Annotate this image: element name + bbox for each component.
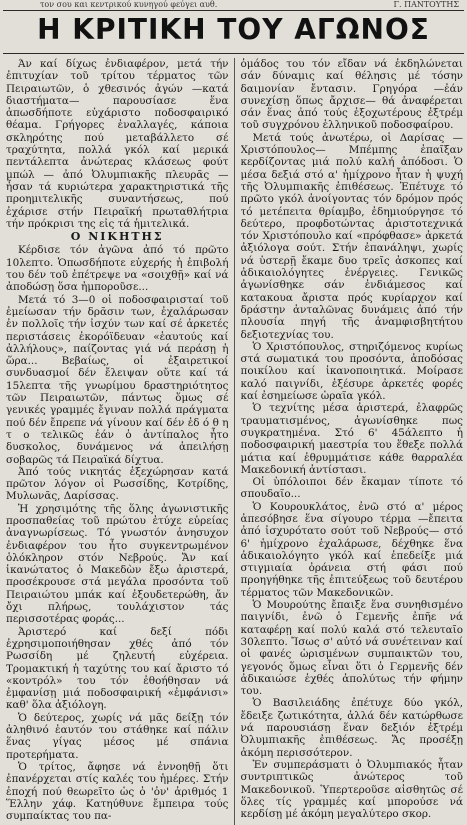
divider-headline xyxy=(3,53,464,54)
paragraph: Ἀριστερό καί δεξί πόδι ἐχρησιμοποιήθησαν χθές ἀπό τόν Ρωσσίδη μέ ζηλευτή εὐχέρεια. Τρομακτική ἡ ταχύτης του καί ἄριστο τό «κοντρόλ» του τόν ἐθοήθησαν νά ἐμφανίσῃ μιά ποδοσφαιρική «ἐμφάνισι» καθ' ὅλα ἀξιόλογη. xyxy=(6,625,229,712)
paragraph: Ὁ Χριστόπουλος, στηριζόμενος κυρίως στά σωματικά του προσόντα, ἀποδόσας ποικίλου καί ἰκανοποιητικά. Μοίρασε καλό παιγνίδι, ἐξέσυρε ἀρκετές φορές καί ἐσημείωσε ὡραῖα γκόλ. xyxy=(240,340,463,403)
divider-top xyxy=(3,10,464,11)
paragraph: Ἡ χρησιμότης τῆς ὅλης ἀγωνιστικῆς προσπαθείας τοῦ πρώτου ἐτύχε εὐρείας ἀναγνωρίσεως. Τό γνωστόν ἀνησυχον ἐνδιαφέρον του ἦτο συγκεντρωμένον ὁλόκληρον στόν Νεβρούς. Ἄν καί ἱκανώτατος ὁ Μακεδὼν ἔξω ἀριστερά, προσέκρουσε στά μεγάλα προσόντα τοῦ Πειραιώτου μπάκ καί ἐξουδετερώθη, ἄν ὄχι πλήρως, τουλάχιστον τάς περισσοτέρας φοράς... xyxy=(6,502,229,626)
headline: Η ΚΡΙΤΙΚΗ ΤΟΥ ΑΓΩΝΟΣ xyxy=(37,13,430,46)
paragraph: Ὁ Μουρούτης ἔπαιξε ἕνα συνηθισμένο παιγνίδι, ἐνῶ ὁ Γεμενῆς ἐπῆε νά καταφέρῃ καί πολύ καλά στό τελευταῖο 30λεπτο. Ἴσως σ' αὐτό νά συνέτειναν καί οἱ φανές ὡρισμένων συμπαικτῶν του, γεγονός ὅμως εἶναι ὅτι ὁ Γερμενῆς δέν ἀδικαιώσε ἐχθές ἀπολύτως τήν φήμην του. xyxy=(240,599,463,698)
paragraph: Κέρδισε τόν ἀγῶνα ἀπό τό πρῶτο 10λεπτο. Ὁπωσδήποτε εὐχερής ἡ ἐπιβολή του δέν τοῦ ἐπέτρεψε να «σοιχθῇ» καί νά ἀποδώσῃ ὅσα ἠμποροῦσε... xyxy=(6,244,229,294)
byline: Γ. ΠΑΝΤΟΥΤΗΣ xyxy=(393,0,459,9)
paragraph: Μετά τό 3—0 οἱ ποδοσφαιρισταί τοῦ ἐμείωσαν τήν δρᾶσιν των, ἐχαλάρωσαν ἐν πολλοῖς τήν ἰσχύν των καί σέ ἀρκετές περιστάσεις ἐκορόϊδευαν «ἑαυτούς καί ἀλλήλους», παίζοντας γιά νά περάσῃ ἡ ὥρα... Βεβαίως, οἱ ἐξαιρετικοί συνδυασμοί δέν ἔλειψαν οὔτε καί τά 15λεπτα τῆς γνωρίμου δραστηριότητος τῶν Πειραιωτῶν, πάντως ὅμως σέ γενικές γραμμές ἔγιναν πολλά πράγματα πού δέν ἔπρεπε νά γίνουν καί δέν ἐδ ό θ η τ ο τελικῶς ἐάν ὁ ἀντίπαλος ἦτο δυσκολος, δυνάμενος νά ἀπειλήσῃ σοβαρῶς τά Πειραϊκά δίχτυα. xyxy=(6,293,229,466)
paragraph: Μετά τούς ἀνωτέρω, οἱ Δαρίσας —Χριστόπουλος— Μπέμπης ἐπαῖξαν κερδίζοντας μιά πολύ καλή ἀπόδοσι. Ὁ μέσα δεξιά στό α' ἡμίχρονο ἦταν ἡ ψυχή τῆς Ὀλυμπιακῆς ἐπιθέσεως. Ἐπέτυχε τό πρῶτο γκόλ ἀνοίγοντας τόν δρόμον πρός τό μετέπειτα θρίαμβο, ἐδημιούργησε τό δεύτερο, προφδοτώντας ἀριστοτεχνικά τόν Χριστόπουλο καί «πρόφθασε» ἀρκετά ἀξιόλογα σούτ. Στήν ἐπανάληψι, χωρίς νά ὑστερῇ ἔκαμε δυο τρεῖς ἀσκοπες καί ἀδικαιολόγητες ἐνέργειες. Γενικῶς ἀγωνίσθηκε σάν ἐνδιάμεσος καί κατακουα ἄριστα πρός κυρίαρχον καί δράστην ἀνταλῶνας δυνάμεις ἀπό τήν πλουσία πηγή τῆς ἀναμφισβητήτου δεξιοτεχνίας του. xyxy=(240,131,463,341)
paragraph: Ὁ τεχνίτης μέσα ἀριστερά, ἐλαφρῶς τραυματισμένος, ἀγωνίσθηκε πως συγκρατημένα. Στό 6' 45άλεπτο ἡ ποδοσφαιρική μαεστρία του ἕθεξε πολλά μάτια καί ἐθρυμμάτισε κάθε θαρραλέα Μακεδονική ἀντίστασι. xyxy=(240,402,463,476)
top-line xyxy=(0,0,467,9)
subheading: Ο ΝΙΚΗΤΗΣ xyxy=(70,230,164,244)
paragraph: ὁμάδος του τόν εἴδαν νά ἐκδηλώνεται σάν δύναμις καί θέλησις μέ τόσην δαιμονίαν ἔντασιν. Γρηγόρα —ἐάν συνεχίσῃ ὅπως ἄρχισε— θά ἀναφέρεται σάν ἕνας ἀπό τούς ἐξοχωτέρους ἐξτρέμ τοῦ συγχρόνου ἑλληνικοῦ ποδοσφαίρου. xyxy=(240,58,463,132)
paragraph: Ὁ δεύτερος, χωρίς νά μᾶς δείξῃ τόν ἀληθινό ἑαυτόν του στάθηκε καί πάλιν ἕνας γίγας μέσος μέ σπάνια προτερήματα. xyxy=(6,711,229,761)
paragraph: Άν καί δίχως ἐνδιαφέρον, μετά τήν ἐπιτυχίαν τοῦ τρίτου τέρματος τῶν Πειραιωτῶν, ὁ χθεσινός ἀγών —κατά διαστήματα— παρουσίασε ἕνα ἀπωσδήποτε εὐχάριστο ποδοσφαιρικό θέαμα. Γρήγορες ἐναλλαγές, κάποια σκληρότης πού μεταβάλλετο σέ τραχύτητα, πολλά γκόλ καί μερικά πεντάλεπτα ἀνώτερας κλάσεως φούτ μπώλ — ἀπό Ὀλυμπιακῆς πλευρᾶς — ἦσαν τά κυριώτερα χαρακτηριστικά τῆς προημιτελικῆς συναντήσεως, πού ἐχάρισε στήν Πειραϊκή πρωταθλήτρια τήν πρόκρισι της εἰς τά ἡμιτελικά. xyxy=(6,58,229,230)
paragraph: Ἀπό τούς νικητάς ἐξεχώρησαν κατά πρῶτον λόγον οἱ Ρωσσίδης, Κοτρίδης, Μυλωνᾶς, Δαρίσσας. xyxy=(6,465,229,503)
paragraph: Ὁ Κουρουκλάτος, ἐνῶ στό α' μέρος ἀπεσόβησε ἕνα σίγουρο τέρμα —ἔπειτα ἀπό ἰσχυρότατο σούτ τοῦ Νεβρούς— στό 6' ἡμίχρονο ἐχαλάρωσε, δέχθηκε ἕνα ἀδικαιολόγητο γκόλ καί ἐπεδείξε μιά στιγμιαία ὀράνεια στή φάσι πού προηγήθηκε τῆς ἐπιτεύξεως τοῦ δευτέρου τέρματος τῶν Μακεδονικῶν. xyxy=(240,500,463,599)
right-column xyxy=(241,58,464,825)
article-columns xyxy=(6,58,463,825)
top-line-left: τον σου και κεντρικού κυνηγού φεύγει αυθ. xyxy=(40,0,218,9)
paragraph: Ὁ Βασιλειάδης ἐπέτυχε δύο γκόλ, ἔδειξε ζωτικότητα, ἀλλά δέν κατώρθωσε νά παρουσιάσῃ ἕναν δεξιόν ἐξτρέμ Ὀλυμπιακῆς ἐπιθέσεως. Ἄς προσέξῃ ἀκόμη περισσότερον. xyxy=(240,697,463,759)
paragraph: Ἐν συμπεράσματι ὁ Ὀλυμπιακός ἦταν συντριπτικῶς ἀνώτερος τοῦ Μακεδονικοῦ. Ὑπερτεροῦσε αἰσθητῶς σέ ὅλες τίς γραμμές καί μπορούσε νά κερδίσῃ μέ ἀκόμη μεγαλύτερο σκορ. xyxy=(240,758,463,821)
paragraph: Οἱ ὑπόλοιποι δέν ἔκαμαν τίποτε τό σπουδαῖο... xyxy=(240,476,463,501)
left-column xyxy=(6,58,235,825)
paragraph: Ὁ τρίτος, ἄφησε νά ἐννοηθῇ ὅτι ἐπανέρχεται στίς καλές του ἡμέρες. Στήν ἐποχή πού θεωρεῖτο ὡς ὁ 'ὀν' ἀριθμός 1 Ἕλλην χάφ. Κατηύθυνε ἔμπειρα τούς συμπαίκτας του πα- xyxy=(6,760,229,823)
